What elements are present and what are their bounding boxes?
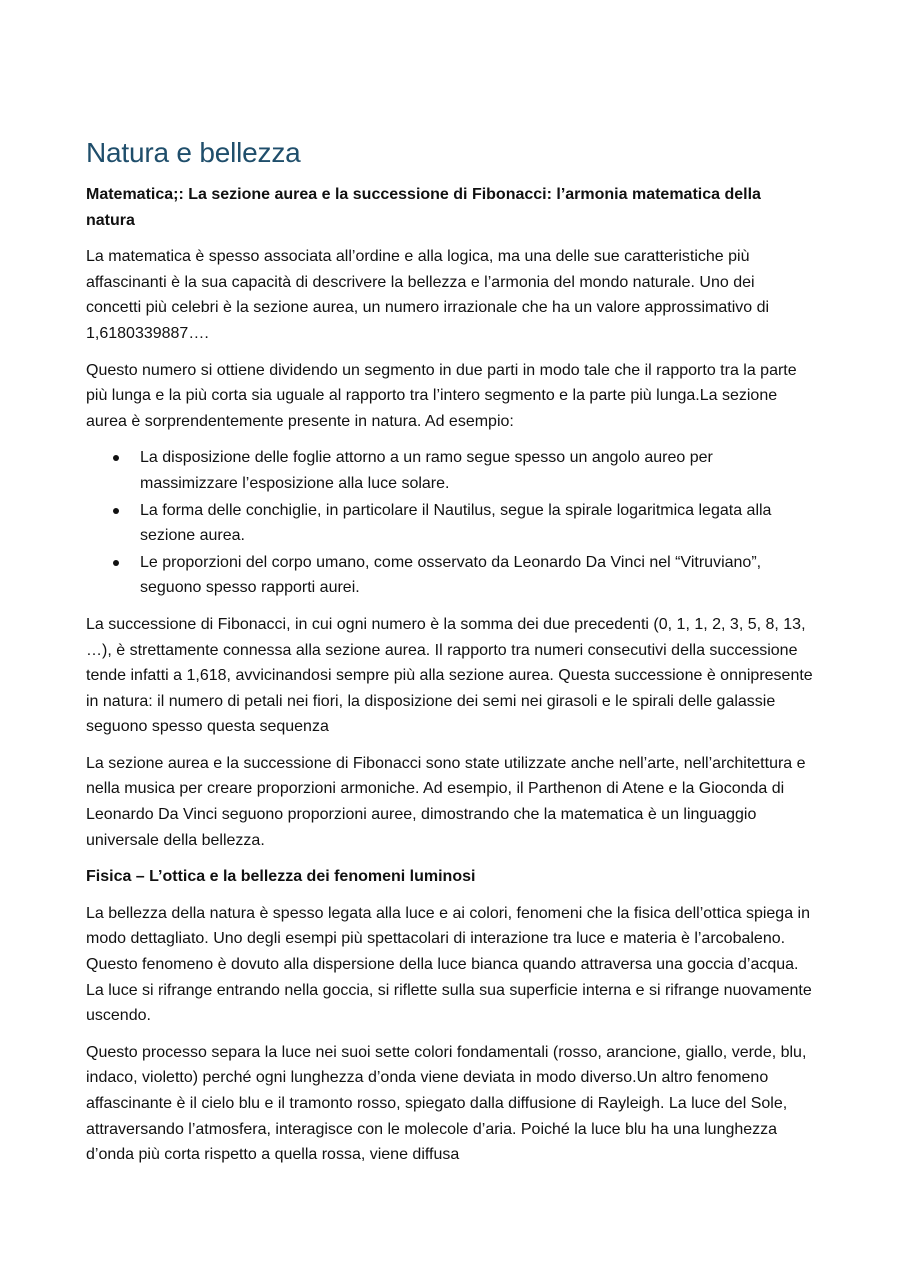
bullet-icon [113, 560, 119, 566]
list-item-text: La forma delle conchiglie, in particolare il Nautilus, segue la spirale logaritmica legata alla sezione aurea. [140, 501, 772, 545]
list-item [140, 498, 814, 549]
list-item-text: La disposizione delle foglie attorno a un ramo segue spesso un angolo aureo per massimizzare l’esposizione alla luce solare. [140, 449, 713, 492]
paragraph: Questo processo separa la luce nei suoi sette colori fondamentali (rosso, arancione, giallo, verde, blu, indaco, violetto) perché ogni lunghezza d’onda viene deviata in modo diverso.Un altro fenomeno affascinante è il cielo blu e il tramonto rosso, spiegato dalla diffusione di Rayleigh. La luce del Sole, attraversando l’atmosfera, interagisce con le molecole d’aria. Poiché la luce blu ha una lunghezza d’onda più corta rispetto a quella rossa, viene diffusa [86, 1043, 807, 1164]
section-heading-matematica: Matematica;: La sezione aurea e la successione di Fibonacci: l’armonia matematica della natura [86, 186, 761, 229]
bullet-icon [113, 455, 119, 461]
paragraph: La bellezza della natura è spesso legata alla luce e ai colori, fenomeni che la fisica dell’ottica spiega in modo dettagliato. Uno degli esempi più spettacolari di interazione tra luce e materia è l’arcobaleno. Questo fenomeno è dovuto alla dispersione della luce bianca quando attraversa una goccia d’acqua. La luce si rifrange entrando nella goccia, si riflette sulla sua superficie interna e si rifrange nuovamente uscendo. [86, 904, 812, 1025]
list-item [140, 550, 814, 601]
paragraph: La sezione aurea e la successione di Fibonacci sono state utilizzate anche nell’arte, nell’architettura e nella musica per creare proporzioni armoniche. Ad esempio, il Parthenon di Atene e la Gioconda di Leonardo Da Vinci seguono proporzioni auree, dimostrando che la matematica è un linguaggio universale della bellezza. [86, 754, 806, 849]
paragraph: La successione di Fibonacci, in cui ogni numero è la somma dei due precedenti (0, 1, 1, 2, 3, 5, 8, 13, …), è strettamente connessa alla sezione aurea. Il rapporto tra numeri consecutivi della successione tende infatti a 1,618, avvicinandosi sempre più alla sezione aurea. Questa successione è onnipresente in natura: il numero di petali nei fiori, la disposizione dei semi nei girasoli e le spirali delle galassie seguono spesso questa sequenza [86, 615, 813, 736]
document-title: Natura e bellezza [86, 137, 301, 168]
list-item-text: Le proporzioni del corpo umano, come osservato da Leonardo Da Vinci nel “Vitruviano”, seguono spesso rapporti aurei. [140, 553, 762, 597]
list-item [140, 445, 814, 496]
paragraph: La matematica è spesso associata all’ordine e alla logica, ma una delle sue caratteristiche più affascinanti è la sua capacità di descrivere la bellezza e l’armonia del mondo naturale. Uno dei concetti più celebri è la sezione aurea, un numero irrazionale che ha un valore approssimativo di 1,6180339887…. [86, 248, 770, 342]
paragraph: Questo numero si ottiene dividendo un segmento in due parti in modo tale che il rapporto tra la parte più lunga e la più corta sia uguale al rapporto tra l’intero segmento e la parte più lunga.La sezione aurea è sorprendentemente presente in natura. Ad esempio: [86, 361, 797, 430]
bullet-icon [113, 508, 119, 514]
section-heading-fisica: Fisica – L’ottica e la bellezza dei fenomeni luminosi [86, 868, 476, 886]
bullet-list [86, 445, 814, 601]
